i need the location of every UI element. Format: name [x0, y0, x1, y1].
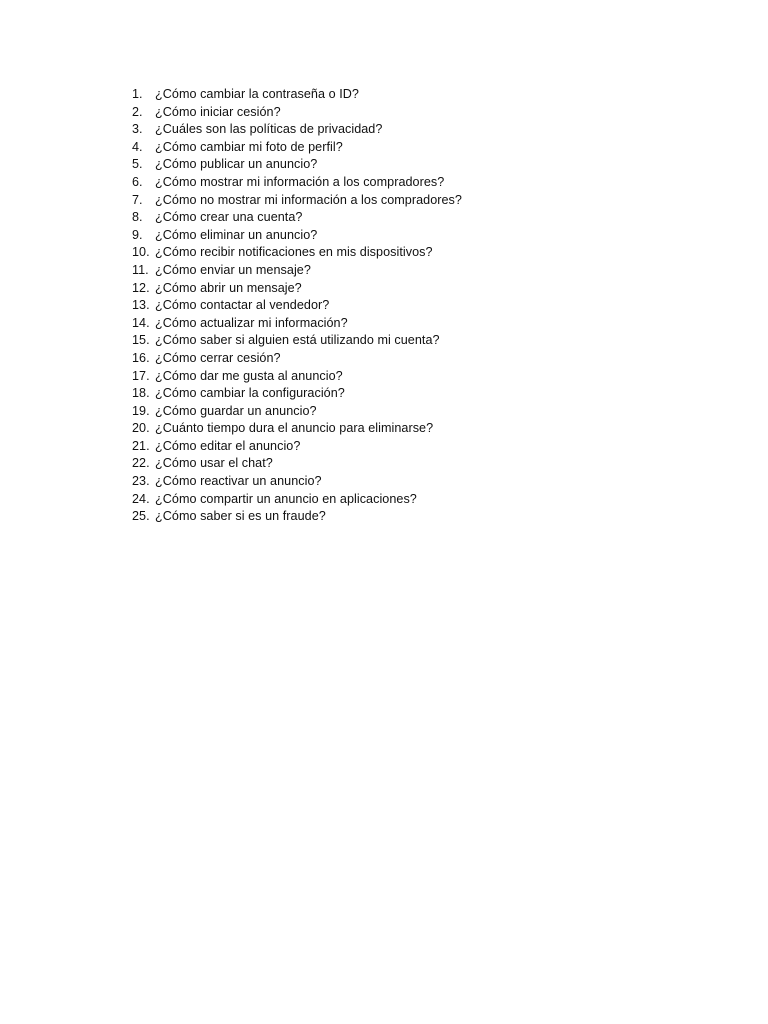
question-text: ¿Cómo crear una cuenta? [155, 210, 303, 225]
question-text: ¿Cómo saber si alguien está utilizando mi cuenta? [155, 333, 440, 348]
question-text: ¿Cómo abrir un mensaje? [155, 280, 302, 295]
list-item [132, 455, 462, 473]
list-item [132, 262, 462, 280]
question-text: ¿Cómo cambiar la contraseña o ID? [155, 87, 359, 101]
question-number: 4. [132, 139, 143, 154]
question-text: ¿Cómo contactar al vendedor? [155, 298, 330, 313]
question-number: 17. [132, 368, 150, 383]
question-text: ¿Cuáles son las políticas de privacidad? [155, 122, 383, 137]
question-list [132, 86, 462, 526]
question-number: 9. [132, 227, 143, 242]
list-item [132, 350, 462, 368]
question-text: ¿Cómo editar el anuncio? [155, 438, 301, 453]
question-number: 24. [132, 491, 150, 506]
question-text: ¿Cómo reactivar un anuncio? [155, 474, 322, 489]
list-item [132, 139, 462, 157]
question-number: 15. [132, 333, 150, 348]
question-number: 12. [132, 280, 150, 295]
question-text: ¿Cómo compartir un anuncio en aplicaciones? [155, 491, 417, 506]
question-number: 23. [132, 474, 150, 489]
list-item [132, 315, 462, 333]
list-item [132, 508, 462, 526]
question-text: ¿Cómo cambiar la configuración? [155, 386, 345, 401]
list-item [132, 473, 462, 491]
list-item [132, 438, 462, 456]
question-number: 11. [132, 262, 149, 277]
list-item [132, 332, 462, 350]
list-item [132, 86, 462, 104]
question-number: 7. [132, 192, 143, 207]
question-number: 5. [132, 157, 143, 172]
question-number: 13. [132, 298, 150, 313]
question-text: ¿Cómo iniciar cesión? [155, 104, 281, 119]
list-item [132, 297, 462, 315]
list-item [132, 280, 462, 298]
question-text: ¿Cómo usar el chat? [155, 456, 273, 471]
question-number: 1. [132, 87, 143, 101]
question-number: 8. [132, 210, 143, 225]
question-number: 20. [132, 421, 150, 436]
list-item [132, 209, 462, 227]
list-item [132, 121, 462, 139]
question-text: ¿Cómo recibir notificaciones en mis dispositivos? [155, 245, 433, 260]
list-item [132, 244, 462, 262]
question-text: ¿Cómo saber si es un fraude? [155, 509, 326, 524]
question-text: ¿Cómo actualizar mi información? [155, 315, 348, 330]
list-item [132, 368, 462, 386]
question-text: ¿Cómo guardar un anuncio? [155, 403, 317, 418]
question-text: ¿Cómo no mostrar mi información a los compradores? [155, 192, 462, 207]
question-number: 21. [132, 438, 150, 453]
question-number: 16. [132, 350, 150, 365]
list-item [132, 192, 462, 210]
list-item [132, 227, 462, 245]
question-text: ¿Cómo cerrar cesión? [155, 350, 281, 365]
question-text: ¿Cómo enviar un mensaje? [155, 262, 311, 277]
list-item [132, 104, 462, 122]
question-number: 14. [132, 315, 150, 330]
list-item [132, 403, 462, 421]
list-item [132, 420, 462, 438]
question-text: ¿Cómo publicar un anuncio? [155, 157, 318, 172]
question-text: ¿Cómo mostrar mi información a los compradores? [155, 174, 445, 189]
question-number: 18. [132, 386, 150, 401]
list-item [132, 174, 462, 192]
list-item [132, 156, 462, 174]
question-number: 25. [132, 509, 150, 524]
question-number: 6. [132, 174, 143, 189]
question-number: 10. [132, 245, 150, 260]
question-number: 3. [132, 122, 143, 137]
list-item [132, 385, 462, 403]
question-number: 2. [132, 104, 143, 119]
question-text: ¿Cómo cambiar mi foto de perfil? [155, 139, 343, 154]
question-number: 19. [132, 403, 150, 418]
question-text: ¿Cómo eliminar un anuncio? [155, 227, 318, 242]
question-number: 22. [132, 456, 150, 471]
question-text: ¿Cuánto tiempo dura el anuncio para eliminarse? [155, 421, 434, 436]
list-item [132, 491, 462, 509]
question-text: ¿Cómo dar me gusta al anuncio? [155, 368, 343, 383]
